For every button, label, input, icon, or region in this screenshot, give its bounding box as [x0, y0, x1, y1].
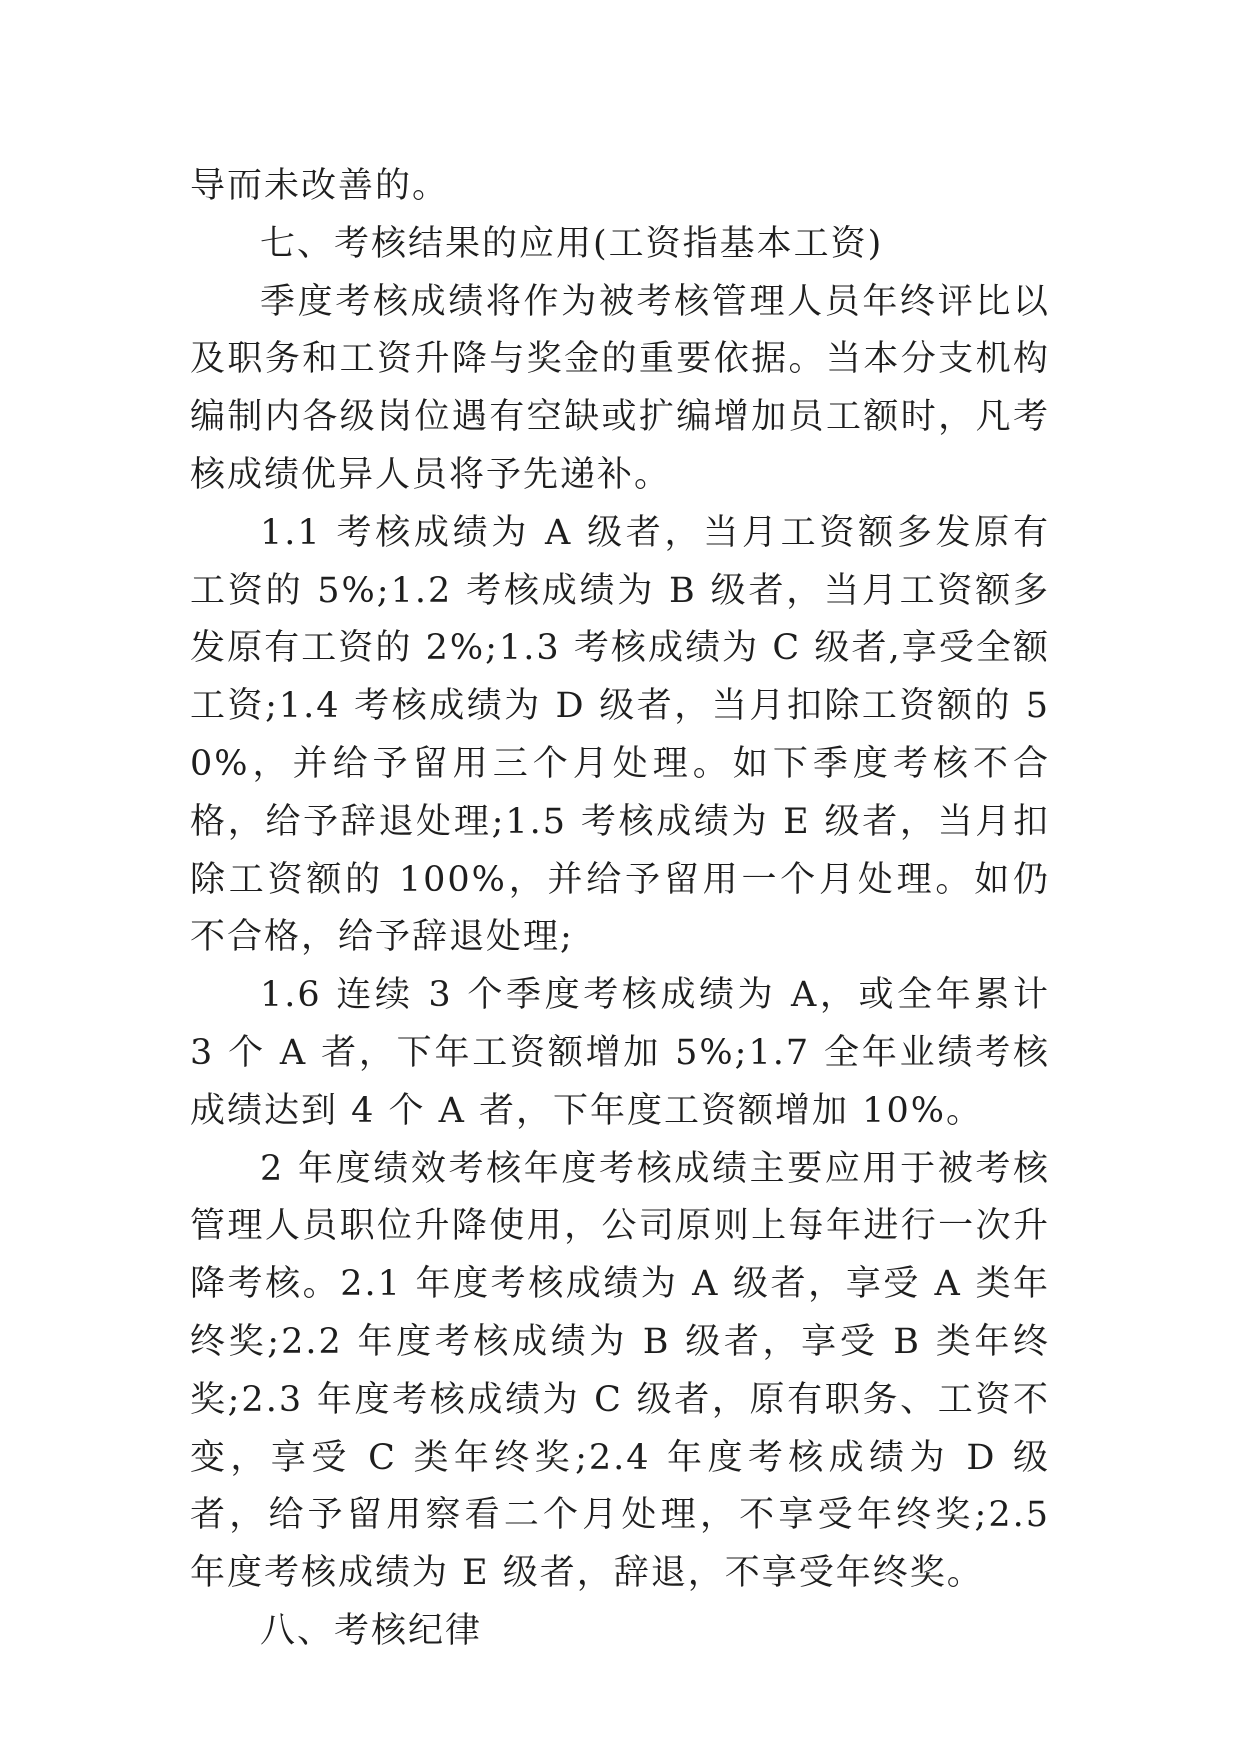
paragraph-1: 导而未改善的。	[190, 166, 450, 206]
section-heading-8: 八、考核纪律	[260, 1610, 483, 1651]
paragraph-5: 1.6 连续 3 个季度考核成绩为 A，或全年累计 3 个 A 者，下年工资额增加 5%;1.7 全年业绩考核成绩达到 4 个 A 者，下年度工资额增加 10%。	[190, 975, 1050, 1131]
paragraph-6: 2 年度绩效考核年度考核成绩主要应用于被考核管理人员职位升降使用，公司原则上每年进行一次升降考核。2.1 年度考核成绩为 A 级者，享受 A 类年终奖;2.2 年度考核成绩为 B 级者，享受 B 类年终奖;2.3 年度考核成绩为 C 级者，原有职务、工资不变，享受 C 类年终奖;2.4 年度考核成绩为 D 级者，给予留用察看二个月处理，不享受年终奖;2.5 年度考核成绩为 E 级者，辞退，不享受年终奖。	[190, 1148, 1050, 1594]
document-body	[190, 158, 1050, 1661]
section-heading-7: 七、考核结果的应用(工资指基本工资)	[260, 223, 884, 264]
paragraph-4: 1.1 考核成绩为 A 级者，当月工资额多发原有工资的 5%;1.2 考核成绩为 B 级者，当月工资额多发原有工资的 2%;1.3 考核成绩为 C 级者,享受全额工资;1.4 考核成绩为 D 级者，当月扣除工资额的 50%，并给予留用三个月处理。如下季度考核不合格，给予辞退处理;1.5 考核成绩为 E 级者，当月扣除工资额的 100%，并给予留用一个月处理。如仍不合格，给予辞退处理;	[190, 512, 1050, 958]
paragraph-3: 季度考核成绩将作为被考核管理人员年终评比以及职务和工资升降与奖金的重要依据。当本分支机构编制内各级岗位遇有空缺或扩编增加员工额时，凡考核成绩优异人员将予先递补。	[190, 281, 1050, 495]
